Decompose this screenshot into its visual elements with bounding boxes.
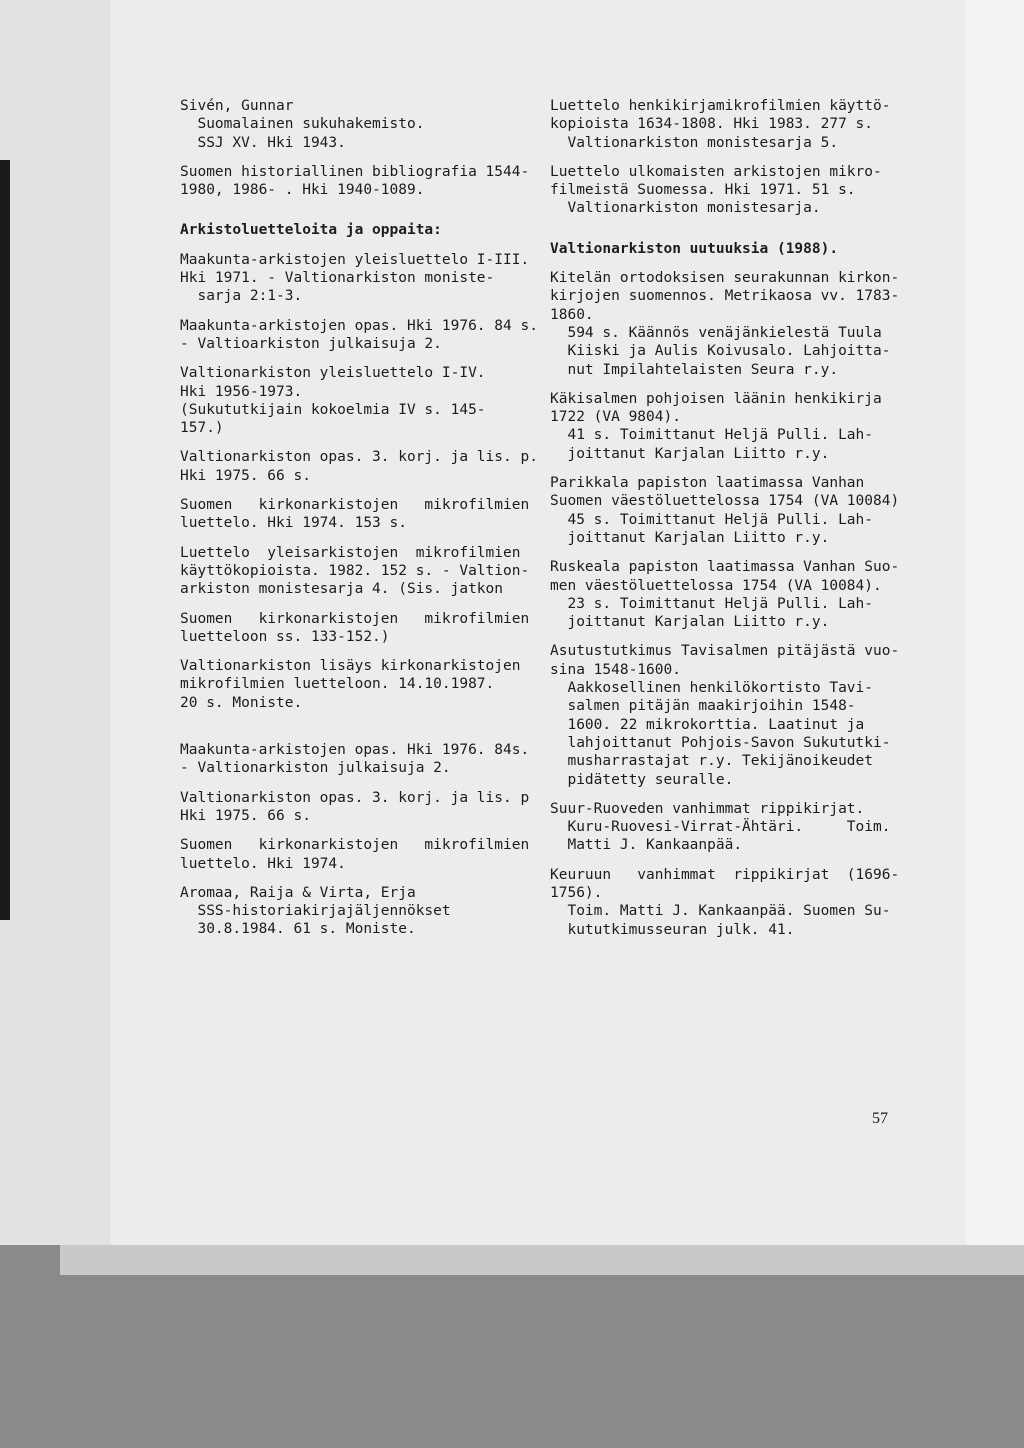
- entry-line: Maakunta-arkistojen yleisluettelo I-III.: [180, 251, 530, 268]
- bibliography-entry: [180, 789, 530, 826]
- entry-line: 1756).: [550, 884, 603, 901]
- entry-line: arkiston monistesarja 4. (Sis. jatkon: [180, 581, 504, 598]
- entry-line: Suomen kirkonarkistojen mikrofilmien: [180, 837, 530, 854]
- bibliography-entry: [550, 866, 900, 939]
- bibliography-entry: [550, 800, 895, 855]
- entry-line: Suomen väestöluettelossa 1754 (VA 10084): [550, 493, 900, 510]
- entry-line: - Valtionarkiston julkaisuja 2.: [180, 760, 451, 777]
- bibliography-entry: [550, 642, 900, 788]
- right-entries-new: [550, 269, 900, 939]
- bibliography-entry: [180, 163, 530, 200]
- right-entries: [550, 97, 895, 218]
- entry-line: pidätetty seuralle.: [550, 771, 734, 788]
- entry-line: 1600. 22 mikrokorttia. Laatinut ja: [550, 716, 865, 733]
- bibliography-entry: [180, 544, 530, 599]
- entry-line: Asutustutkimus Tavisalmen pitäjästä vuo-: [550, 643, 900, 660]
- entry-line: Valtionarkiston opas. 3. korj. ja lis. p: [180, 789, 530, 806]
- entry-line: Suomen kirkonarkistojen mikrofilmien: [180, 497, 530, 514]
- bibliography-entry: [180, 496, 530, 533]
- entry-line: sarja 2:1-3.: [180, 288, 303, 305]
- left-entries-more: [180, 741, 530, 939]
- entry-line: kirjojen suomennos. Metrikaosa vv. 1783-: [550, 288, 900, 305]
- entry-line: lahjoittanut Pohjois-Savon Sukututki-: [550, 734, 891, 751]
- entry-line: - Valtioarkiston julkaisuja 2.: [180, 335, 442, 352]
- bibliography-entry: [550, 97, 895, 152]
- bibliography-entry: [180, 364, 525, 437]
- entry-line: Kiiski ja Aulis Koivusalo. Lahjoitta-: [550, 343, 891, 360]
- entry-line: Aromaa, Raija & Virta, Erja: [180, 884, 416, 901]
- entry-line: Valtionarkiston lisäys kirkonarkistojen: [180, 658, 521, 675]
- entry-line: Valtionarkiston opas. 3. korj. ja lis. p.: [180, 449, 538, 466]
- entry-line: 23 s. Toimittanut Heljä Pulli. Lah-: [550, 595, 874, 612]
- entry-line: Valtionarkiston monistesarja 5.: [550, 134, 839, 151]
- entry-line: 1722 (VA 9804).: [550, 409, 681, 426]
- entry-line: 594 s. Käännös venäjänkielestä Tuula: [550, 324, 882, 341]
- entry-line: 157.): [180, 420, 224, 437]
- entry-line: 41 s. Toimittanut Heljä Pulli. Lah-: [550, 427, 874, 444]
- bibliography-entry: [180, 836, 530, 873]
- entry-line: Luettelo ulkomaisten arkistojen mikro-: [550, 163, 882, 180]
- entry-line: musharrastajat r.y. Tekijänoikeudet: [550, 753, 874, 770]
- entry-line: Aakkosellinen henkilökortisto Tavi-: [550, 680, 874, 697]
- entry-line: kututkimusseuran julk. 41.: [550, 921, 795, 938]
- bibliography-entry: [180, 657, 525, 712]
- entry-line: Maakunta-arkistojen opas. Hki 1976. 84 s.: [180, 317, 538, 334]
- entry-line: Suomalainen sukuhakemisto.: [180, 116, 425, 133]
- entry-line: joittanut Karjalan Liitto r.y.: [550, 445, 830, 462]
- entry-line: Valtionarkiston monistesarja.: [550, 200, 821, 217]
- page-right-margin: [965, 0, 1024, 1245]
- entry-line: 1980, 1986- . Hki 1940-1089.: [180, 182, 425, 199]
- binding-shadow: [0, 160, 10, 920]
- entry-line: (Sukututkijain kokoelmia IV s. 145-: [180, 401, 486, 418]
- entry-line: men väestöluettelossa 1754 (VA 10084).: [550, 577, 882, 594]
- bibliography-entry: [180, 741, 530, 778]
- left-entries-archives: [180, 251, 538, 712]
- entry-line: Parikkala papiston laatimassa Vanhan: [550, 475, 865, 492]
- entry-line: joittanut Karjalan Liitto r.y.: [550, 614, 830, 631]
- entry-line: 30.8.1984. 61 s. Moniste.: [180, 921, 416, 938]
- bibliography-entry: [550, 558, 900, 631]
- left-section-heading: Arkistoluetteloita ja oppaita:: [180, 222, 442, 239]
- bibliography-entry: [180, 97, 525, 152]
- entry-line: Hki 1956-1973.: [180, 383, 303, 400]
- entry-line: Hki 1971. - Valtionarkiston moniste-: [180, 270, 495, 287]
- bibliography-entry: [550, 390, 895, 463]
- bibliography-entry: [550, 474, 900, 547]
- entry-line: Suur-Ruoveden vanhimmat rippikirjat.: [550, 800, 865, 817]
- entry-line: nut Impilahtelaisten Seura r.y.: [550, 361, 839, 378]
- entry-line: Suomen kirkonarkistojen mikrofilmien: [180, 610, 530, 627]
- bibliography-entry: [180, 448, 538, 485]
- entry-line: SSJ XV. Hki 1943.: [180, 134, 346, 151]
- entry-line: Luettelo yleisarkistojen mikrofilmien: [180, 544, 521, 561]
- entry-line: käyttökopioista. 1982. 152 s. - Valtion-: [180, 562, 530, 579]
- entry-line: filmeistä Suomessa. Hki 1971. 51 s.: [550, 182, 856, 199]
- scan-bottom-edge: [60, 1245, 1024, 1275]
- entry-line: Käkisalmen pohjoisen läänin henkikirja: [550, 390, 882, 407]
- entry-line: Matti J. Kankaanpää.: [550, 837, 743, 854]
- entry-line: Maakunta-arkistojen opas. Hki 1976. 84s.: [180, 742, 530, 759]
- page-number: 57: [872, 1110, 888, 1127]
- left-entries: [180, 97, 530, 199]
- entry-line: luettelo. Hki 1974.: [180, 855, 346, 872]
- entry-line: Sivén, Gunnar: [180, 98, 294, 114]
- entry-line: luettelo. Hki 1974. 153 s.: [180, 515, 407, 532]
- right-column: [550, 97, 900, 950]
- entry-line: mikrofilmien luetteloon. 14.10.1987.: [180, 676, 495, 693]
- entry-line: 1860.: [550, 306, 594, 323]
- entry-line: 45 s. Toimittanut Heljä Pulli. Lah-: [550, 511, 874, 528]
- entry-line: Luettelo henkikirjamikrofilmien käyttö-: [550, 98, 891, 114]
- right-section-heading: Valtionarkiston uutuuksia (1988).: [550, 240, 839, 257]
- entry-line: luetteloon ss. 133-152.): [180, 628, 390, 645]
- bibliography-entry: [180, 610, 530, 647]
- entry-line: sina 1548-1600.: [550, 661, 681, 678]
- entry-line: Keuruun vanhimmat rippikirjat (1696-: [550, 866, 900, 883]
- entry-line: Hki 1975. 66 s.: [180, 467, 311, 484]
- bibliography-entry: [550, 269, 900, 379]
- bibliography-entry: [180, 884, 525, 939]
- entry-line: SSS-historiakirjajäljennökset: [180, 903, 451, 920]
- entry-line: salmen pitäjän maakirjoihin 1548-: [550, 698, 856, 715]
- entry-line: kopioista 1634-1808. Hki 1983. 277 s.: [550, 116, 874, 133]
- entry-line: Hki 1975. 66 s.: [180, 807, 311, 824]
- entry-line: 20 s. Moniste.: [180, 694, 303, 711]
- entry-line: Suomen historiallinen bibliografia 1544-: [180, 163, 530, 180]
- entry-line: Valtionarkiston yleisluettelo I-IV.: [180, 365, 486, 382]
- left-spacer: [180, 723, 525, 741]
- bibliography-entry: [180, 317, 538, 354]
- bibliography-entry: [180, 251, 530, 306]
- entry-line: Ruskeala papiston laatimassa Vanhan Suo-: [550, 559, 900, 576]
- bibliography-entry: [550, 163, 895, 218]
- entry-line: Kitelän ortodoksisen seurakunnan kirkon-: [550, 270, 900, 287]
- left-column: [180, 97, 538, 950]
- entry-line: Kuru-Ruovesi-Virrat-Ähtäri. Toim.: [550, 819, 891, 836]
- entry-line: joittanut Karjalan Liitto r.y.: [550, 529, 830, 546]
- entry-line: Toim. Matti J. Kankaanpää. Suomen Su-: [550, 903, 891, 920]
